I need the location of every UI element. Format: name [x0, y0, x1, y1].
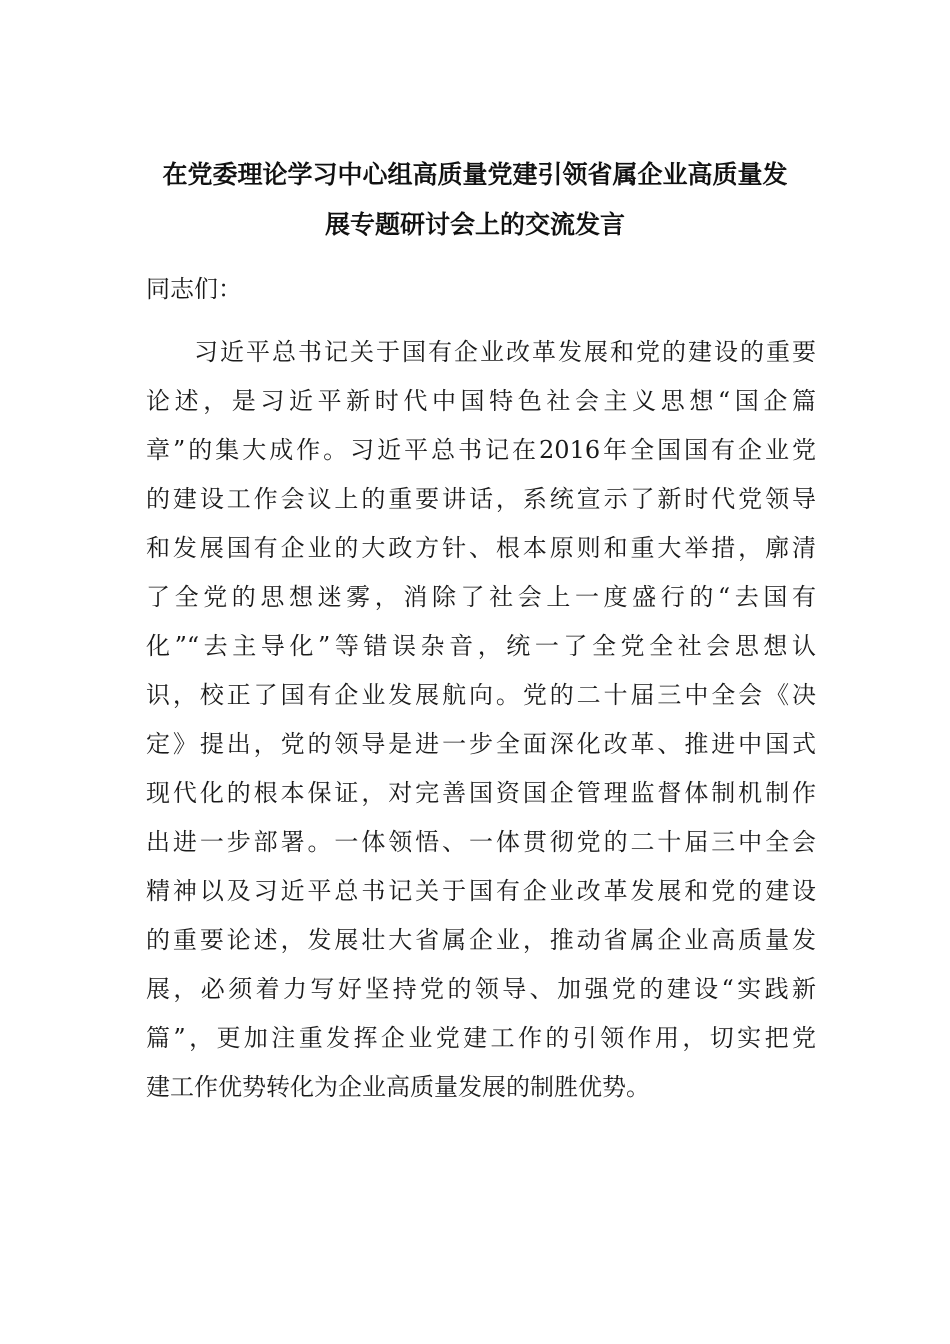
paragraph-line: 论述，是习近平新时代中国特色社会主义思想“国企篇 — [146, 387, 816, 415]
salutation: 同志们： — [146, 275, 242, 303]
paragraph-line: 现代化的根本保证，对完善国资国企管理监督体制机制作 — [146, 779, 816, 807]
document-title — [140, 150, 810, 250]
paragraph-line: 出进一步部署。一体领悟、一体贯彻党的二十届三中全会 — [146, 828, 816, 856]
body-paragraph — [146, 328, 816, 1112]
paragraph-line: 定》提出，党的领导是进一步全面深化改革、推进中国式 — [146, 730, 816, 758]
title-line-2: 展专题研讨会上的交流发言 — [324, 210, 625, 239]
paragraph-line: 的重要论述，发展壮大省属企业，推动省属企业高质量发 — [146, 926, 816, 954]
paragraph-line: 展，必须着力写好坚持党的领导、加强党的建设“实践新 — [146, 975, 816, 1003]
paragraph-line: 建工作优势转化为企业高质量发展的制胜优势。 — [146, 1073, 650, 1101]
paragraph-line: 的建设工作会议上的重要讲话，系统宣示了新时代党领导 — [146, 485, 816, 513]
paragraph-line: 识，校正了国有企业发展航向。党的二十届三中全会《决 — [146, 681, 816, 709]
paragraph-line: 精神以及习近平总书记关于国有企业改革发展和党的建设 — [146, 877, 816, 905]
paragraph-line: 篇”，更加注重发挥企业党建工作的引领作用，切实把党 — [146, 1024, 816, 1052]
paragraph-line: 了全党的思想迷雾，消除了社会上一度盛行的“去国有 — [146, 583, 816, 611]
paragraph-line: 和发展国有企业的大政方针、根本原则和重大举措，廓清 — [146, 534, 816, 562]
paragraph-line: 章”的集大成作。习近平总书记在2016年全国国有企业党 — [146, 436, 816, 464]
title-line-1: 在党委理论学习中心组高质量党建引领省属企业高质量发 — [162, 160, 788, 189]
paragraph-line: 化”“去主导化”等错误杂音，统一了全党全社会思想认 — [146, 632, 816, 660]
paragraph-line: 习近平总书记关于国有企业改革发展和党的建设的重要 — [194, 338, 816, 366]
